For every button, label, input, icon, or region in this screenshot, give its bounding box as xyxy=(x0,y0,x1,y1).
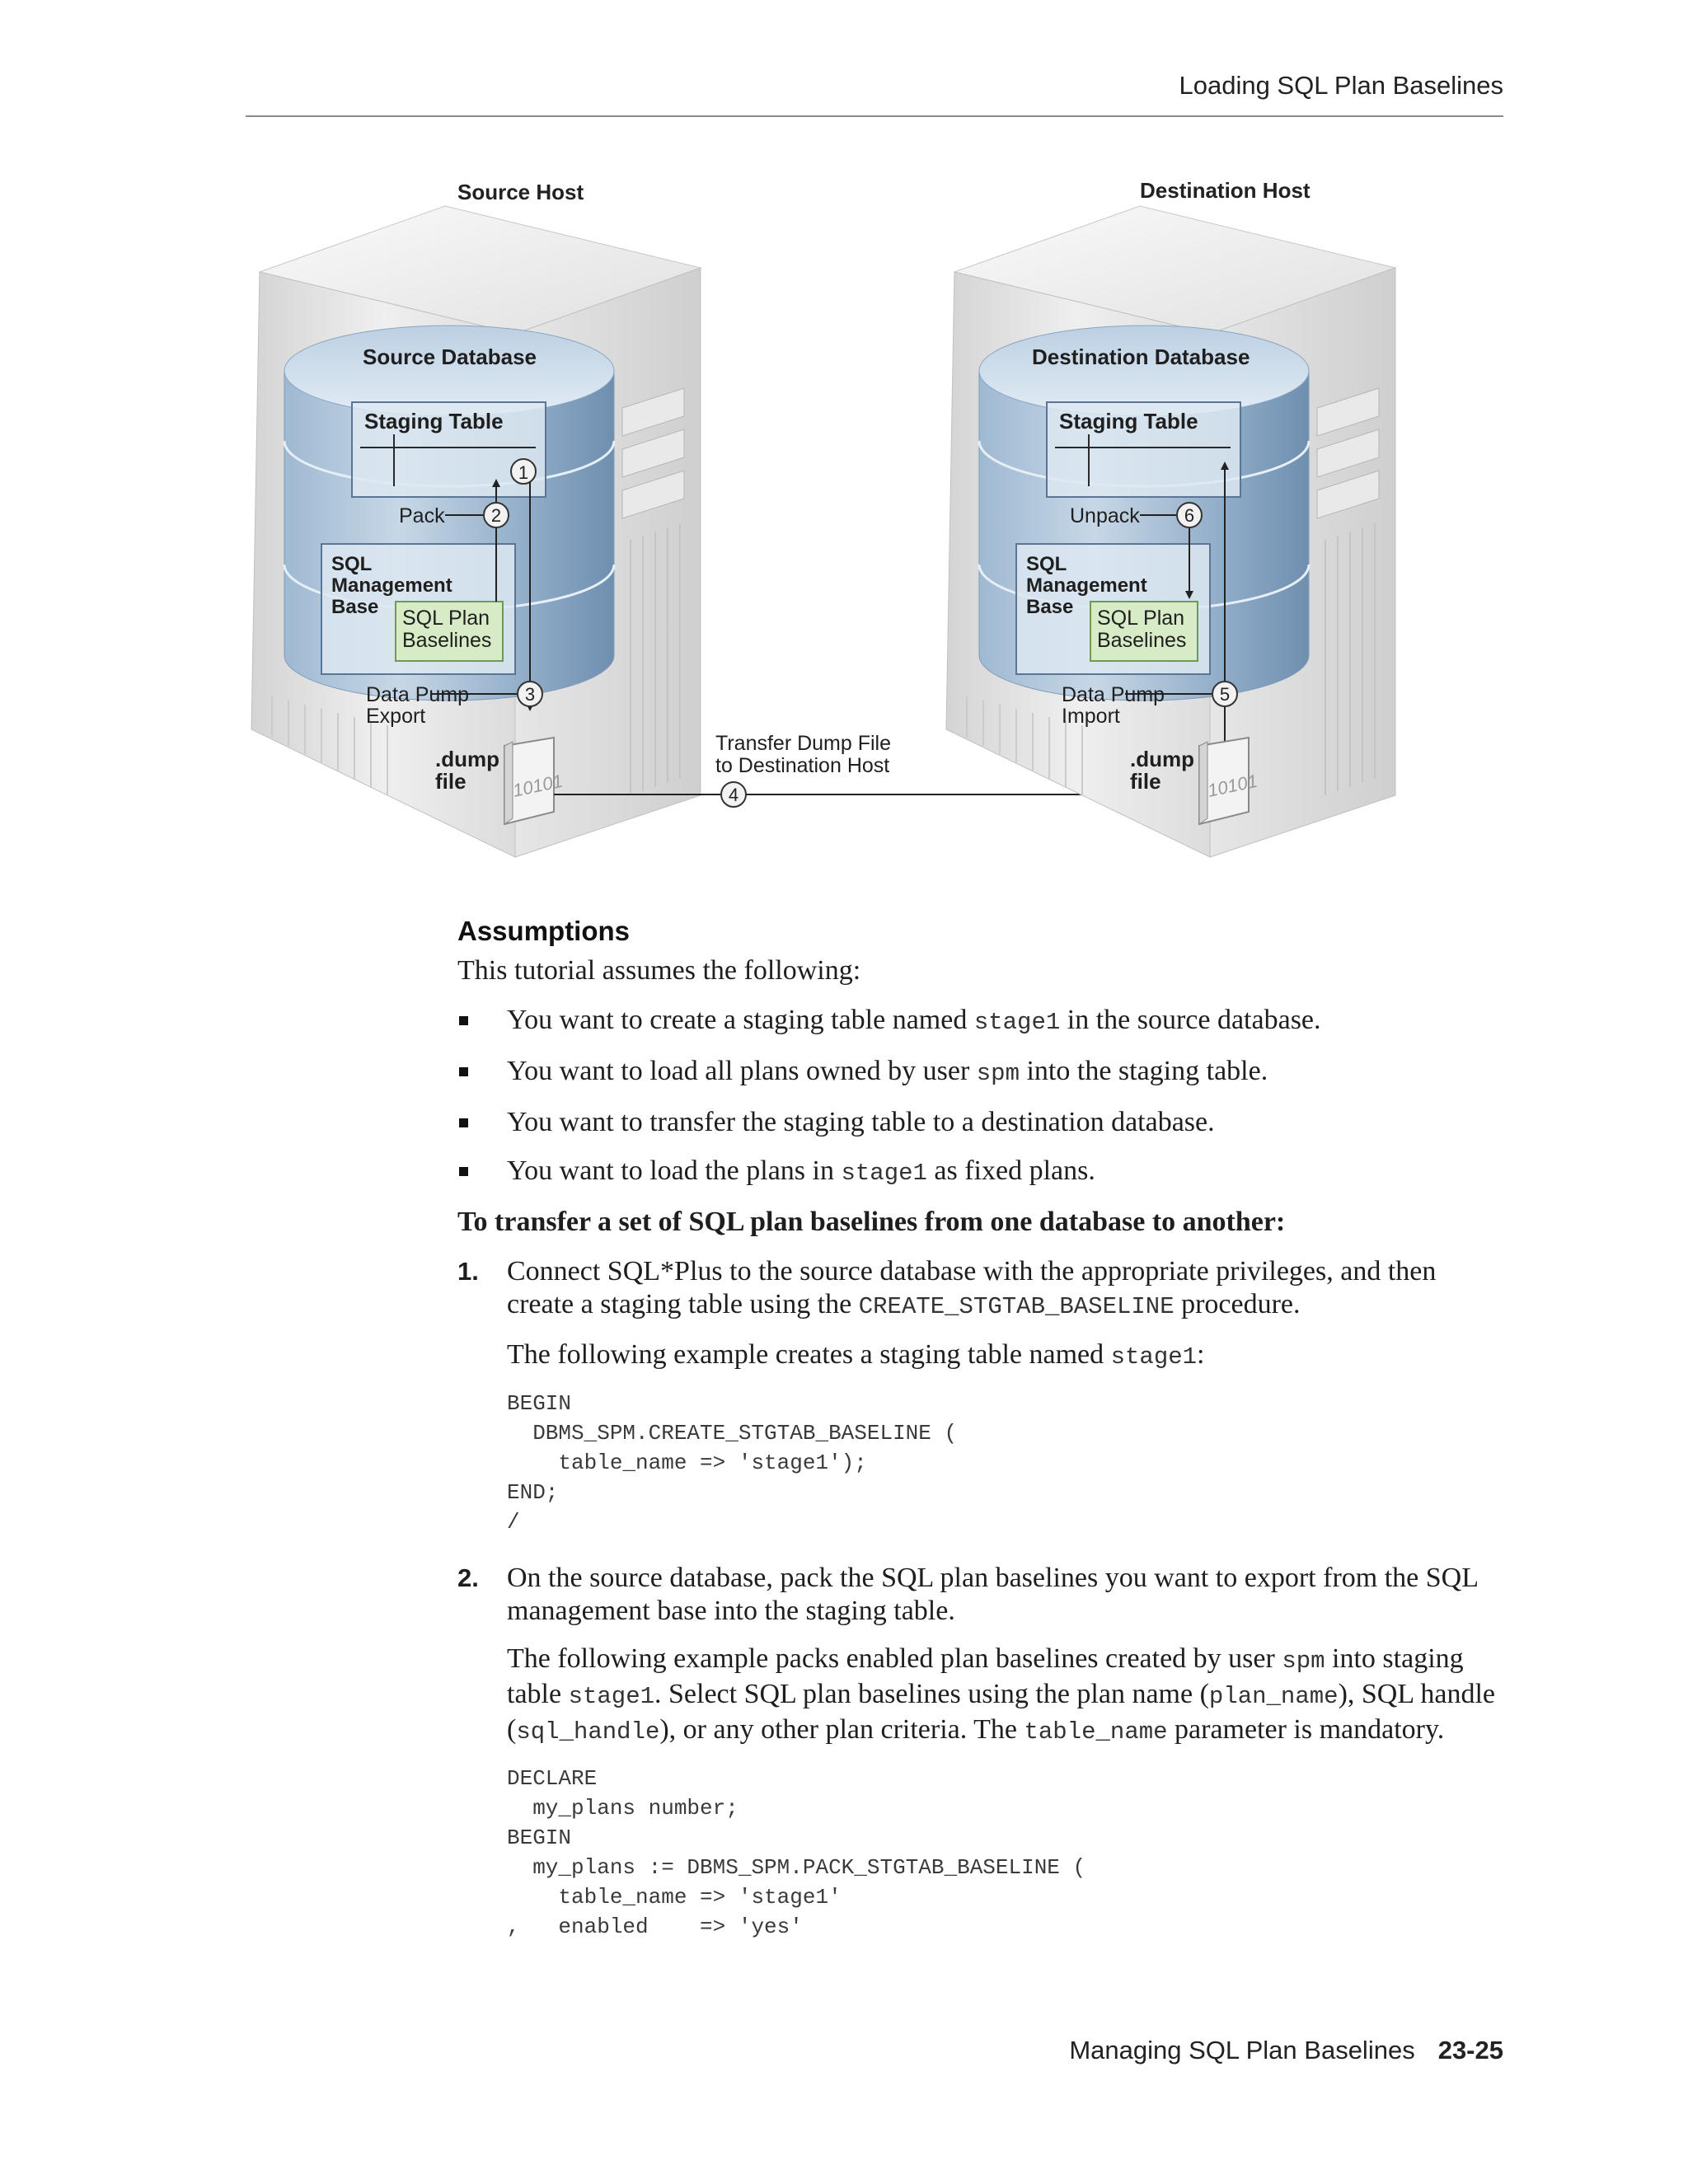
procedure-step-1 xyxy=(457,1255,1504,1537)
page-header xyxy=(246,68,1503,117)
source-smb xyxy=(321,544,515,674)
destination-staging-table xyxy=(1047,402,1240,497)
pack-label: Pack xyxy=(399,504,445,527)
procedure-steps xyxy=(457,1255,1504,1942)
smb-label-line2: Management xyxy=(331,574,452,597)
transfer-label-line2: to Destination Host xyxy=(715,754,890,777)
step-example-text: The following example packs enabled plan baselines created by user spm into staging table stage1. Select SQL plan baselines using the plan name (plan_name), SQL handle (sql_handle), or any other plan criteria. The table_name parameter is mandatory. xyxy=(507,1643,1495,1746)
list-item: You want to load the plans in stage1 as fixed plans. xyxy=(457,1155,1504,1190)
step-2-marker xyxy=(484,503,509,527)
data-pump-import-line2: Import xyxy=(1062,705,1120,728)
source-database-label: Source Database xyxy=(363,344,537,369)
destination-host-label: Destination Host xyxy=(1140,178,1311,203)
svg-text:10101: 10101 xyxy=(1205,770,1259,801)
spb-label-line2: Baselines xyxy=(402,629,492,652)
destination-database-label: Destination Database xyxy=(1032,344,1250,369)
code-block: DECLARE my_plans number; BEGIN my_plans := DBMS_SPM.PACK_STGTAB_BASELINE ( table_name => 'stage1' , enabled => 'yes' xyxy=(507,1766,1086,1939)
svg-text:file: file xyxy=(435,769,467,794)
page-number: 23-25 xyxy=(1437,2036,1503,2064)
data-pump-export-line1: Data Pump xyxy=(366,683,470,706)
step-1-marker xyxy=(511,459,536,484)
footer-section-title: Managing SQL Plan Baselines xyxy=(1069,2036,1415,2064)
step-number: 2. xyxy=(457,1563,479,1592)
svg-text:6: 6 xyxy=(1184,505,1195,526)
page-footer xyxy=(1069,2036,1503,2065)
source-staging-table xyxy=(352,402,546,497)
svg-text:.dump: .dump xyxy=(1130,747,1194,771)
destination-smb xyxy=(1016,544,1210,674)
step-text: Connect SQL*Plus to the source database with the appropriate privileges, and then create a staging table using the CREATE_STGTAB_BASELINE procedure. xyxy=(507,1256,1437,1320)
spb-label-line1: SQL Plan xyxy=(402,607,490,630)
svg-text:SQL: SQL xyxy=(1026,553,1067,575)
step-5-marker xyxy=(1212,682,1237,706)
step-3-marker xyxy=(518,682,542,706)
source-host-label: Source Host xyxy=(457,180,584,204)
data-pump-export-line2: Export xyxy=(366,705,426,728)
bullet-icon xyxy=(459,1118,468,1127)
step-example-text: The following example creates a staging table named stage1: xyxy=(507,1339,1205,1371)
smb-label-line3: Base xyxy=(331,596,379,618)
assumptions-intro: This tutorial assumes the following: xyxy=(457,955,861,986)
bullet-icon xyxy=(459,1016,468,1025)
step-text: On the source database, pack the SQL plan baselines you want to export from the SQL management base into the staging table. xyxy=(507,1563,1478,1626)
svg-text:SQL Plan: SQL Plan xyxy=(1097,607,1185,630)
running-head: Loading SQL Plan Baselines xyxy=(1179,71,1503,100)
list-item: You want to create a staging table named stage1 in the source database. xyxy=(457,1004,1504,1039)
procedure-step-2 xyxy=(457,1562,1504,1942)
data-pump-import-line1: Data Pump xyxy=(1062,683,1165,706)
svg-text:Base: Base xyxy=(1026,596,1074,618)
unpack-label: Unpack xyxy=(1070,504,1140,527)
assumptions-heading: Assumptions xyxy=(457,916,631,946)
list-item: You want to load all plans owned by user spm into the staging table. xyxy=(457,1055,1504,1090)
step-number: 1. xyxy=(457,1257,479,1286)
page-body xyxy=(457,915,1504,1966)
assumptions-list xyxy=(457,1004,1504,1190)
list-item: You want to transfer the staging table to a destination database. xyxy=(457,1106,1504,1139)
bullet-icon xyxy=(459,1067,468,1076)
svg-text:1: 1 xyxy=(518,462,529,483)
staging-table-label: Staging Table xyxy=(364,409,504,434)
svg-text:3: 3 xyxy=(524,684,536,705)
svg-text:Baselines: Baselines xyxy=(1097,629,1187,652)
svg-text:Management: Management xyxy=(1026,574,1147,597)
transfer-label-line1: Transfer Dump File xyxy=(715,732,892,755)
svg-text:2: 2 xyxy=(490,505,502,526)
svg-text:5: 5 xyxy=(1219,684,1231,705)
svg-text:.dump: .dump xyxy=(435,747,499,771)
svg-text:10101: 10101 xyxy=(510,770,565,801)
bullet-icon xyxy=(459,1167,468,1176)
procedure-heading: To transfer a set of SQL plan baselines from one database to another: xyxy=(457,1207,1286,1237)
svg-text:file: file xyxy=(1130,769,1161,794)
smb-label-line1: SQL xyxy=(331,553,373,575)
transfer-diagram xyxy=(239,169,1434,894)
code-block: BEGIN DBMS_SPM.CREATE_STGTAB_BASELINE ( table_name => 'stage1'); END; / xyxy=(507,1391,958,1535)
svg-text:Staging Table: Staging Table xyxy=(1059,409,1198,434)
step-4-marker: 4 xyxy=(728,785,739,805)
step-6-marker xyxy=(1177,503,1202,527)
